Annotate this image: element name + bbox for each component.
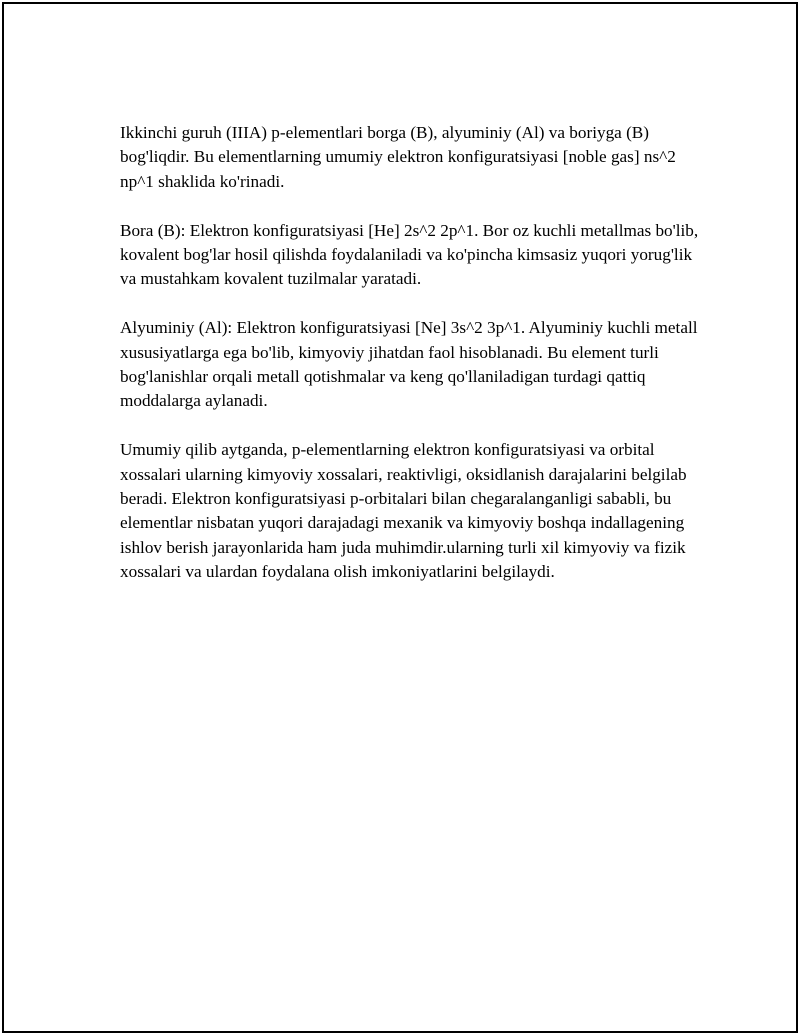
paragraph-intro: Ikkinchi guruh (IIIA) p-elementlari borga (B), alyuminiy (Al) va boriyga (B) bog'liqdir. Bu elementlarning umumiy elektron konfiguratsiyasi [noble gas] ns^2 np^1 shaklida ko'rinadi.: [120, 123, 676, 191]
page-frame: [2, 2, 798, 1033]
document-body: [120, 121, 710, 609]
paragraph-summary: Umumiy qilib aytganda, p-elementlarning elektron konfiguratsiyasi va orbital xossalari ularning kimyoviy xossalari, reaktivligi, oksidlanish darajalarini belgilab beradi. Elektron konfiguratsiyasi p-orbitalari bilan chegaralanganligi sababli, bu elementlar nisbatan yuqori darajadagi mexanik va kimyoviy boshqa indallagening ishlov berish jarayonlarida ham juda muhimdir.ularning turli xil kimyoviy va fizik xossalari va ulardan foydalana olish imkoniyatlarini belgilaydi.: [120, 440, 687, 582]
paragraph-aluminium: Alyuminiy (Al): Elektron konfiguratsiyasi [Ne] 3s^2 3p^1. Alyuminiy kuchli metall xususiyatlarga ega bo'lib, kimyoviy jihatdan faol hisoblanadi. Bu element turli bog'lanishlar orqali metall qotishmalar va keng qo'llaniladigan turdagi qattiq moddalarga aylanadi.: [120, 318, 698, 411]
paragraph-boron: Bora (B): Elektron konfiguratsiyasi [He] 2s^2 2p^1. Bor oz kuchli metallmas bo'lib, kovalent bog'lar hosil qilishda foydalaniladi va ko'pincha kimsasiz yuqori yorug'lik va mustahkam kovalent tuzilmalar yaratadi.: [120, 220, 699, 289]
